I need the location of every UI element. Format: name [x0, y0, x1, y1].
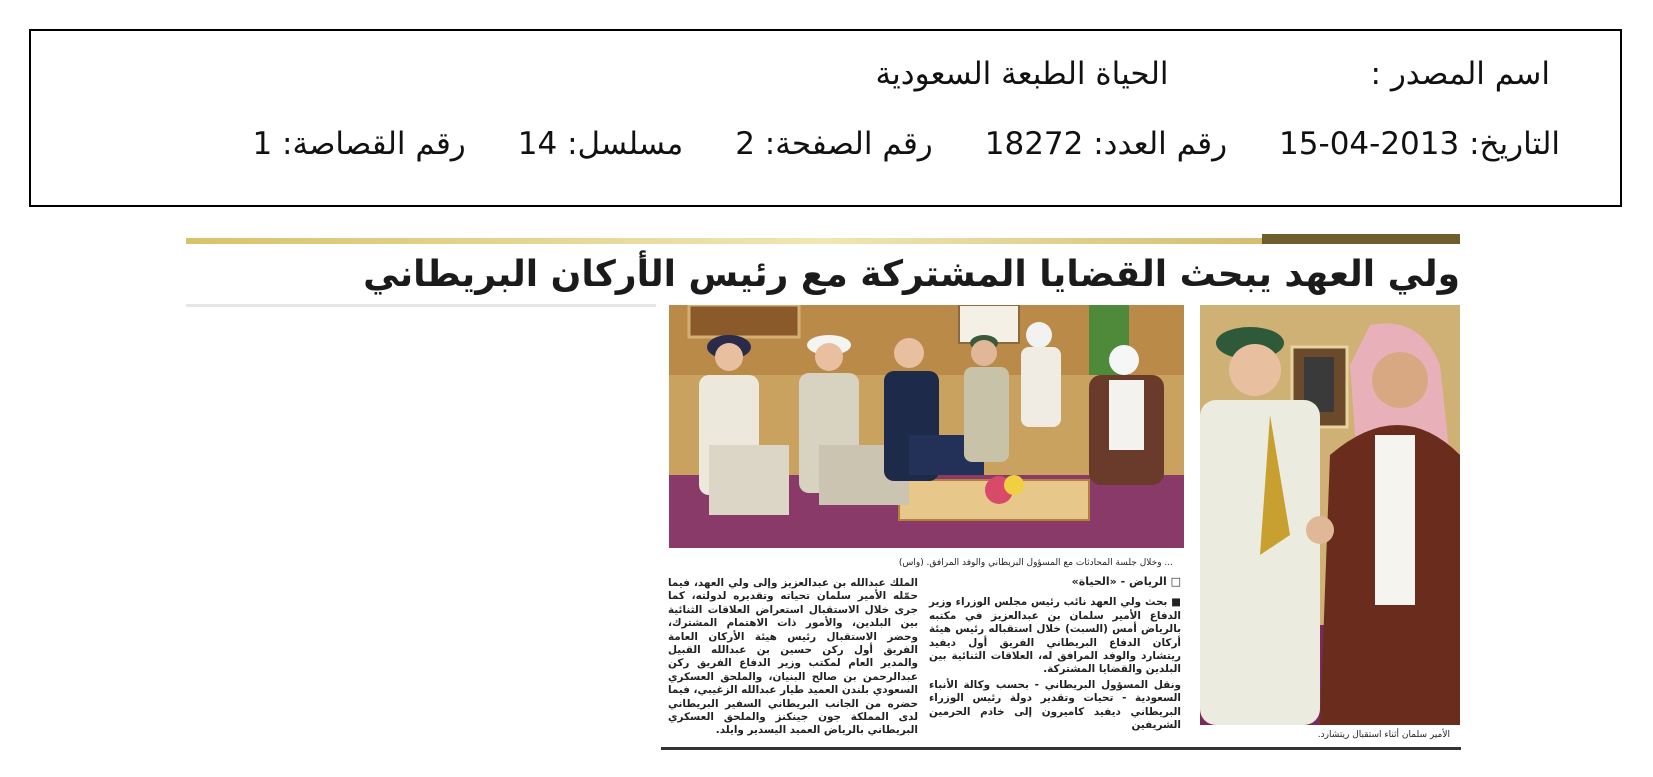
article-column-1: [929, 575, 1181, 734]
article-paragraph: ونقل المسؤول البريطاني - بحسب وكالة الأنباء السعودية - تحيات وتقدير دولة رئيس الوزراء البريطاني ديفيد كاميرون إلى خادم الحرمين الشريفين: [929, 678, 1181, 732]
source-label: اسم المصدر :: [1370, 56, 1550, 92]
date-field: التاريخ: 2013-04-15: [1279, 126, 1560, 162]
handshake-photo: [1200, 305, 1460, 725]
serial-field: مسلسل: 14: [517, 126, 684, 162]
handshake-photo-caption: الأمير سلمان أثناء استقبال ريتشارد.: [1317, 730, 1450, 740]
clip-number-field: رقم القصاصة: 1: [252, 126, 466, 162]
source-info-box: [29, 29, 1622, 207]
article-paragraph: ■ بحث ولي العهد نائب رئيس مجلس الوزراء وزير الدفاع الأمير سلمان بن عبدالعزيز في مكتبه بالرياض أمس (السبت) خلال استقباله رئيس هيئة أركان الدفاع البريطاني الفريق أول ديفيد ريتشارد والوفد المرافق له، العلاقات الثنائية بين البلدين والقضايا المشتركة.: [929, 596, 1181, 676]
source-row: [824, 56, 1550, 92]
page-number-field: رقم الصفحة: 2: [735, 126, 933, 162]
issue-number-field: رقم العدد: 18272: [984, 126, 1228, 162]
source-name: الحياة الطبعة السعودية: [875, 56, 1169, 92]
article-dateline: □ الرياض - «الحياة»: [1071, 575, 1181, 588]
details-row: [252, 126, 1560, 162]
clipping-top-accent: [1262, 234, 1460, 244]
meeting-photo-caption: ... وخلال جلسة المحادثات مع المسؤول البريطاني والوفد المرافق. (واس): [898, 558, 1173, 568]
article-headline: ولي العهد يبحث القضايا المشتركة مع رئيس الأركان البريطاني: [363, 254, 1460, 295]
article-column-2: [668, 577, 918, 740]
headline-divider: [186, 304, 656, 307]
meeting-photo: [669, 305, 1184, 548]
article-paragraph: الملك عبدالله بن عبدالعزيز وإلى ولي العهد، فيما حمّله الأمير سلمان تحياته وتقديره لدولته، كما جرى خلال الاستقبال استعراض العلاقات الثنائية بين البلدين، والأمور ذات الاهتمام المشترك، وحضر الاستقبال رئيس هيئة الأركان العامة الفريق أول ركن حسين بن عبدالله القبيل والمدير العام لمكتب وزير الدفاع الفريق ركن عبدالرحمن بن صالح البنيان، والملحق العسكري السعودي بلندن العميد طيار عبدالله الزغيبي، فيما حضره من الجانب البريطاني السفير البريطاني لدى المملكة جون جينكنز والملحق العسكري البريطاني بالرياض العميد اليسدير وايلد.: [668, 577, 918, 737]
clipping-bottom-border: [661, 747, 1461, 750]
